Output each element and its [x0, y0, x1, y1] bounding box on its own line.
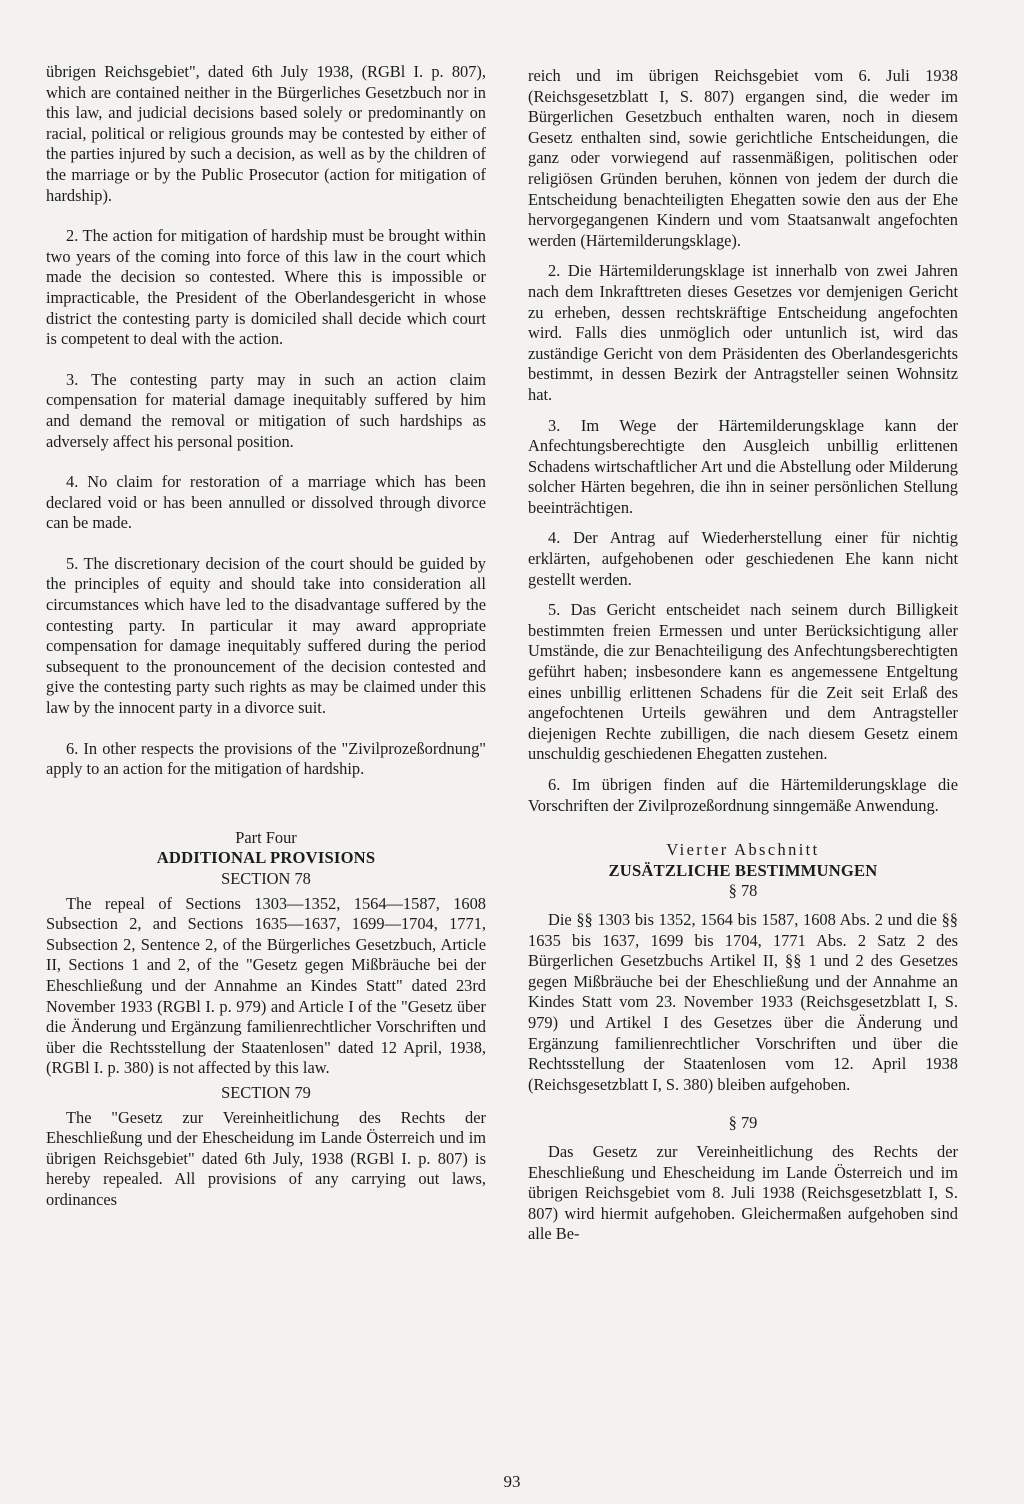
- en-paragraph-5: 5. The discretionary decision of the court should be guided by the principles of equity and should take into consideration all circumstances which have led to the disadvantage suffered by the contesting party. In particular it may award appropriate compensation for damage inequitably suffered during the period subsequent to the pronouncement of the decision contested and give the contesting party such rights as may be claimed under this law by the innocent party in a divorce suit.: [46, 553, 486, 718]
- en-section-heading: ADDITIONAL PROVISIONS: [156, 848, 376, 868]
- de-paragraph-3: 3. Im Wege der Härtemilderungsklage kann der Anfechtungsberechtigte den Ausgleich unbillig erlittenen Schadens wirtschaftlicher Art und die Abstellung oder Milderung solcher Härten begehren, die ihn in seiner persönlichen Stellung beeinträchtigen.: [528, 415, 958, 517]
- de-section-heading: ZUSÄTZLICHE BESTIMMUNGEN: [608, 860, 878, 880]
- english-column: [46, 62, 486, 1211]
- en-part-heading: Part Four: [235, 827, 297, 847]
- en-paragraph-2: 2. The action for mitigation of hardship must be brought within two years of the coming into force of this law in the court which made the decision so contested. Where this is impossible or impracticable, the President of the Oberlandesgericht in whose district the contesting party is domiciled shall decide which court is competent to deal with the action.: [46, 226, 486, 349]
- de-paragraph-4: 4. Der Antrag auf Wiederherstellung einer für nichtig erklärten, aufgehobenen oder geschiedenen Ehe kann nicht gestellt werden.: [528, 528, 958, 589]
- en-paragraph-4: 4. No claim for restoration of a marriage which has been declared void or has been annulled or dissolved through divorce can be made.: [46, 472, 486, 533]
- de-paragraph-1-continued: reich und im übrigen Reichsgebiet vom 6. Juli 1938 (Reichsgesetzblatt I, S. 807) ergangen sind, die weder im Bürgerlichen Gesetzbuch enthalten waren, noch in diesem Gesetz enthalten sind, sowie gerichtliche Entscheidungen, die ganz oder vorwiegend auf rassenmäßigen, politischen oder religiösen Gründen beruhen, können von jedem der durch die Entscheidung benachteiligten Ehegatten sowie den aus der Ehe hervorgegangenen Kindern und vom Staatsanwalt angefochten werden (Härtemilderungsklage).: [528, 66, 958, 250]
- en-paragraph-3: 3. The contesting party may in such an action claim compensation for material damage inequitably suffered by him and demand the removal or mitigation of such hardships as adversely affect his personal position.: [46, 369, 486, 451]
- de-paragraph-5: 5. Das Gericht entscheidet nach seinem durch Billigkeit bestimmten freien Ermessen und unter Berücksichtigung aller Umstände, die zur Benachteiligung des Anfechtungsberechtigten geführt haben; insbesondere kann es angemessene Entgeltung eines unbillig erlittenen Schadens für die Zeit seit Erlaß des angefochtenen Urteils gewähren und dem Antragsteller diejenigen Rechte zubilligen, die nach diesem Gesetz einem unschuldig geschiedenen Ehegatten zustehen.: [528, 600, 958, 764]
- en-paragraph-1-continued: übrigen Reichsgebiet", dated 6th July 1938, (RGBl I. p. 807), which are contained neither in the Bürgerliches Gesetzbuch nor in this law, and judicial decisions based solely or predominantly on racial, political or religious grounds may be contested by either of the parties injured by such a decision, as well as by the children of the marriage or by the Public Prosecutor (action for mitigation of hardship).: [46, 62, 486, 205]
- de-section-79-text: Das Gesetz zur Vereinheitlichung des Rechts der Eheschließung und Ehescheidung im Lande Österreich und im übrigen Reichsgebiet vom 8. Juli 1938 (Reichsgesetzblatt I, S. 807) wird hiermit aufgehoben. Gleichermaßen aufgehoben sind alle Be-: [528, 1141, 958, 1244]
- de-section-79-label: § 79: [728, 1113, 758, 1133]
- en-section-79-text: The "Gesetz zur Vereinheitlichung des Rechts der Eheschließung und der Ehescheidung im Lande Österreich und im übrigen Reichsgebiet" dated 6th July, 1938 (RGBl I. p. 807) is hereby repealed. All provisions of any carrying out laws, ordinances: [46, 1107, 486, 1209]
- en-section-78-text: The repeal of Sections 1303—1352, 1564—1587, 1608 Subsection 2, and Sections 1635—1637, 1699—1704, 1771, Subsection 2, Sentence 2, of the Bürgerliches Gesetzbuch, Article II, Sections 1 and 2, of the "Gesetz gegen Mißbräuche bei der Eheschließung und der Annahme an Kindes Statt" dated 23rd November 1933 (RGBl I. p. 979) and Article I of the "Gesetz über die Änderung und Ergänzung familienrechtlicher Vorschriften und über die Rechtsstellung der Staatenlosen" dated 12 April, 1938, (RGBl I. p. 380) is not affected by this law.: [46, 893, 486, 1078]
- de-section-78-label: § 78: [728, 881, 758, 901]
- en-section-79-label: SECTION 79: [221, 1082, 311, 1102]
- de-part-heading: Vierter Abschnitt: [666, 840, 820, 860]
- german-column: [528, 66, 958, 1245]
- en-paragraph-6: 6. In other respects the provisions of the "Zivilprozeßordnung" apply to an action for the mitigation of hardship.: [46, 738, 486, 779]
- de-paragraph-2: 2. Die Härtemilderungsklage ist innerhalb von zwei Jahren nach dem Inkrafttreten dieses Gesetzes vor demjenigen Gericht zu erheben, dessen rechtskräftige Entscheidung angefochten wird. Falls dies unmöglich oder untunlich ist, wird das zuständige Gericht von dem Präsidenten des Oberlandesgerichts bestimmt, in dessen Bezirk der Antragsteller seinen Wohnsitz hat.: [528, 261, 958, 404]
- de-section-78-text: Die §§ 1303 bis 1352, 1564 bis 1587, 1608 Abs. 2 und die §§ 1635 bis 1637, 1699 bis 1704, 1771 Abs. 2 Satz 2 des Bürgerlichen Gesetzbuchs Artikel II, §§ 1 und 2 des Gesetzes gegen Mißbräuche bei der Eheschließung und der Annahme an Kindes Statt vom 23. November 1933 (Reichsgesetzblatt I, S. 979) und Artikel I des Gesetzes über die Änderung und Ergänzung familienrechtlicher Vorschriften und über die Rechtsstellung der Staatenlosen vom 12. April 1938 (Reichsgesetzblatt I, S. 380) bleiben aufgehoben.: [528, 909, 958, 1094]
- de-paragraph-6: 6. Im übrigen finden auf die Härtemilderungsklage die Vorschriften der Zivilprozeßordnung sinngemäße Anwendung.: [528, 775, 958, 815]
- page-number: 93: [503, 1472, 521, 1491]
- en-section-78-label: SECTION 78: [221, 869, 311, 888]
